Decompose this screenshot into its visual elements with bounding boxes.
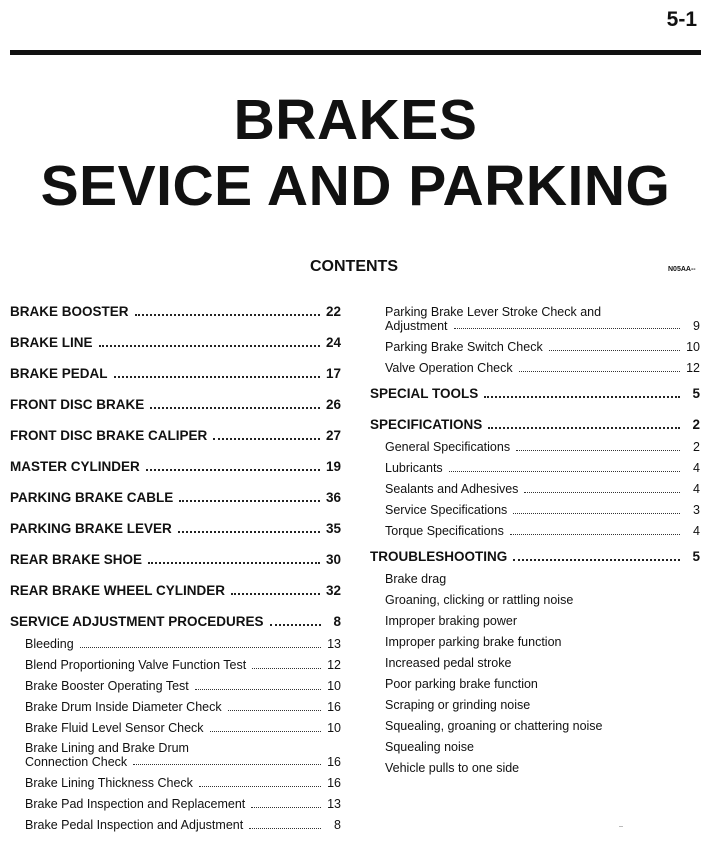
toc-item-scraping-noise[interactable]: Scraping or grinding noise [385, 698, 531, 712]
title-line-2: SEVICE AND PARKING [40, 154, 671, 218]
section-code: N05AA-- [668, 266, 696, 273]
toc-item-squealing-groaning-noise[interactable]: Squealing, groaning or chattering noise [385, 719, 603, 733]
toc-subentry-torque-specifications[interactable]: Torque Specifications 4 [385, 524, 700, 538]
toc-item-squealing-noise[interactable]: Squealing noise [385, 740, 474, 754]
toc-subentry-parking-brake-lever-stroke[interactable]: Parking Brake Lever Stroke Check and Adjustment 9 [385, 305, 700, 333]
toc-subentry-parking-brake-switch[interactable]: Parking Brake Switch Check 10 [385, 340, 700, 354]
toc-subentry-brake-pedal-inspection[interactable]: Brake Pedal Inspection and Adjustment 8 [25, 818, 341, 832]
page-title [0, 88, 711, 218]
toc-item-brake-drag[interactable]: Brake drag [385, 572, 447, 586]
toc-entry-master-cylinder[interactable]: MASTER CYLINDER 19 [10, 459, 341, 474]
toc-subentry-brake-booster-operating-test[interactable]: Brake Booster Operating Test 10 [25, 679, 341, 693]
toc-entry-special-tools[interactable]: SPECIAL TOOLS 5 [370, 386, 700, 401]
toc-entry-troubleshooting[interactable]: TROUBLESHOOTING 5 [370, 549, 700, 564]
toc-entry-rear-brake-shoe[interactable]: REAR BRAKE SHOE 30 [10, 552, 341, 567]
toc-subentry-brake-lining-thickness[interactable]: Brake Lining Thickness Check 16 [25, 776, 341, 790]
toc-subentry-blend-proportioning[interactable]: Blend Proportioning Valve Function Test 12 [25, 658, 341, 672]
toc-subentry-valve-operation-check[interactable]: Valve Operation Check 12 [385, 361, 700, 375]
contents-heading: CONTENTS [310, 258, 398, 275]
toc-subentry-service-specifications[interactable]: Service Specifications 3 [385, 503, 700, 517]
toc-entry-rear-brake-wheel-cylinder[interactable]: REAR BRAKE WHEEL CYLINDER 32 [10, 583, 341, 598]
toc-left-column [10, 304, 341, 833]
toc-subentry-general-specifications[interactable]: General Specifications 2 [385, 440, 700, 454]
toc-entry-parking-brake-cable[interactable]: PARKING BRAKE CABLE 36 [10, 490, 341, 505]
toc-item-vehicle-pulls[interactable]: Vehicle pulls to one side [385, 761, 520, 775]
toc-right-column [370, 305, 700, 776]
toc-entry-brake-line[interactable]: BRAKE LINE 24 [10, 335, 341, 350]
toc-entry-front-disc-brake[interactable]: FRONT DISC BRAKE 26 [10, 397, 341, 412]
toc-entry-parking-brake-lever[interactable]: PARKING BRAKE LEVER 35 [10, 521, 341, 536]
title-line-1: BRAKES [233, 88, 478, 152]
toc-subentry-sealants-adhesives[interactable]: Sealants and Adhesives 4 [385, 482, 700, 496]
toc-item-improper-parking-brake[interactable]: Improper parking brake function [385, 635, 562, 649]
toc-subentry-lubricants[interactable]: Lubricants 4 [385, 461, 700, 475]
toc-subentry-brake-drum-inside-diameter[interactable]: Brake Drum Inside Diameter Check 16 [25, 700, 341, 714]
header-rule [10, 50, 701, 55]
toc-item-increased-pedal-stroke[interactable]: Increased pedal stroke [385, 656, 512, 670]
toc-subentry-brake-fluid-level-sensor[interactable]: Brake Fluid Level Sensor Check 10 [25, 721, 341, 735]
toc-entry-front-disc-brake-caliper[interactable]: FRONT DISC BRAKE CALIPER 27 [10, 428, 341, 443]
toc-item-poor-parking-brake[interactable]: Poor parking brake function [385, 677, 538, 691]
scan-speck [619, 826, 623, 827]
toc-item-improper-braking-power[interactable]: Improper braking power [385, 614, 518, 628]
toc-entry-specifications[interactable]: SPECIFICATIONS 2 [370, 417, 700, 432]
toc-item-groaning-noise[interactable]: Groaning, clicking or rattling noise [385, 593, 574, 607]
toc-subentry-bleeding[interactable]: Bleeding 13 [25, 637, 341, 651]
toc-entry-brake-pedal[interactable]: BRAKE PEDAL 17 [10, 366, 341, 381]
toc-subentry-brake-pad-inspection[interactable]: Brake Pad Inspection and Replacement 13 [25, 797, 341, 811]
toc-entry-service-adjustment-procedures[interactable]: SERVICE ADJUSTMENT PROCEDURES 8 [10, 614, 341, 629]
toc-entry-brake-booster[interactable]: BRAKE BOOSTER 22 [10, 304, 341, 319]
toc-subentry-brake-lining-drum-connection[interactable]: Brake Lining and Brake Drum Connection Check 16 [25, 741, 341, 769]
page-number: 5-1 [666, 8, 697, 31]
